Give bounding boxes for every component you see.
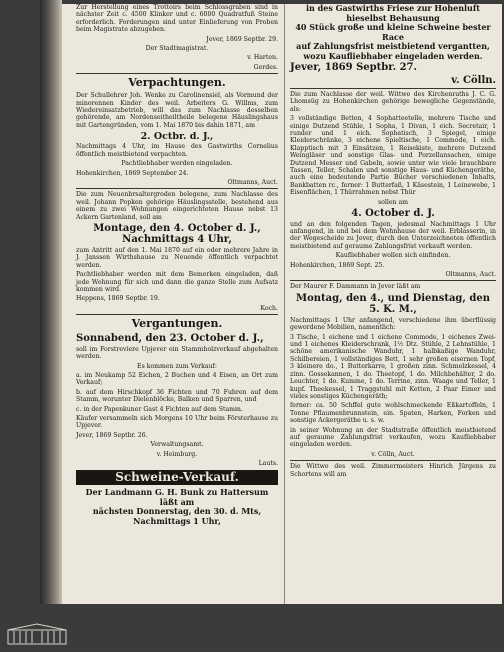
divider-rule [290,280,496,281]
notice-text: zum Antritt auf den 1. Mai 1870 auf ein oder mehrere Jahre in J. Janssen Wirthshause zu Neuende öffentlich verpachtet werden. [76,246,278,269]
column-divider [284,4,285,604]
notice-text-large: 40 Stück große und kleine Schweine bester Race [295,22,491,42]
notice-text: sollen am [377,198,409,206]
notice-date: Hohenkirchen, 1869 September 24. [76,169,189,177]
notice-text: in seiner Wohnung an der Stadtstraße öffentlich meistbietend auf geraume Zahlungsfrist verkaufen, wozu Kaufliebhaber eingeladen werden. [290,426,496,449]
notice-text: soll im Forstreviere Upjever ein Stammholzverkauf abgehalten werden. [76,345,278,361]
notice-text-large: Der Landmann G. H. Bunk zu Hattersum läßt am [85,487,269,507]
section-heading: Verpachtungen. [128,76,226,90]
notice-signature: Koch. [260,304,278,312]
section-heading-banner: Schweine-Verkauf. [76,470,278,485]
notice-text: Nachmittags 4 Uhr, im Hause des Gastwirths Cornelius öffentlich meistbietend verpachten. [76,143,278,158]
divider-rule [290,460,496,461]
divider-rule [76,314,278,315]
notice-signature: Gerdes. [253,63,278,71]
notice-date-heading: 2. Octbr. d. J., [140,131,214,143]
book-spine-shadow [40,0,62,610]
section-heading: Vergantungen. [131,317,223,331]
notice-date-heading: 4. October d. J. [351,208,435,220]
notice-text-large: auf Zahlungsfrist meistbietend vergantten, wozu Kaufliebhaber eingeladen werden. [296,41,490,61]
notice-date-heading: Montag, den 4., und Dienstag, den 5. K. M., [296,292,490,316]
notice-text: und an den folgenden Tagen, jedesmal Nachmittags 1 Uhr anfangend, in und bei dem Wohnhause der weil. Erblasserin, in der Wegescheide zu Jever, durch den Unterzeichneten öffentlich meistbietend auf geraume Zahlungsfrist verkauft werden. [290,220,496,250]
notice-text: Der Schullehrer Joh. Wenke zu Carolinensiel, als Vormund der minorennen Kinder des weil. Arbeiters G. Willms, zum Wiedereinsatzbetrieb, will das zum Nachlasse desselben gehörende, am Nordenseitheiltheile belegene Häuslingshaus mit Gartengründen, vom 1. Mai 1870 bis dahin 1871, am [76,92,278,129]
notice-text: Nachmittags 1 Uhr anfangend, verschiedene ihm überflüssig gewordene Mobilien, namentlich: [290,316,496,332]
notice-text: 3 vollständige Betten, 4 Sophatteetelle, mehrere Tische und einige Dutzend Stühle, 1 Sopha, 1 Divan, 1 eich. Secretair, 1 runder und 1 eich. Sophatisch, 3 Spiegel, einige Kleiderschränke, 3 eichene Spieltische, 1 Commode, 1 eich. Klapptisch mit 3 Einsätzen, 1 Reisekiste, mehrere Dutzend Weingläser und sonstige Glas- und Porzellansachen, einige Dutzend Messer und Gabeln, sowie unter wie viele brauchbare Tassen, Teller, Schalen und sonstige Haus- und Küchengeräthe, auch eine bedeutende Partie Bücher verschiedenen Inhalts, Bankbatten rc., ferner: 1 Butterfaß, 1 Käsestein, 1 Leinewebe, 1 Eisenflächen, 1 Thürrahmen nebst Thür [290,115,496,197]
notice-text: Der Maurer F. Dammann in Jever läßt am [290,283,421,291]
notice-text: Die zum Nachlasse der weil. Wittwe des Kirchenraths J. C. G. Lhomsüg zu Hohenkirchen gehörige bewegliche Gegenstände, als: [290,91,496,113]
notice-date: Jever, 1869 Septbr. 27. [290,62,417,73]
notice-date: Hohenkirchen, 1869 Sept. 25. [290,261,385,269]
notice-text: Zur Herstellung eines Trottoirs beim Schlossgraben sind in nächster Zeit c. 4500 Klinker und c. 6000 Quadratfuß Steine erforderlich. Forderungen sind unter Einlieferung von Proben beim Magistrate abzugeben. [76,4,278,34]
library-logo-icon [6,622,68,646]
notice-text: Die Wittwe des weil. Zimmermeisters Hinrich Jürgens zu Schortens will am [290,463,496,478]
list-item: a. im Neukamp 52 Eichen, 2 Buchen und 4 Eisen, an Ort zum Verkauf; [76,371,278,387]
notice-text: Die zum Neuenbrsaltergroden belegene, zum Nachlasse des weil. Johann Popken gehörige Häuslingsstelle, bestehend aus einem zu zwei Wohnungen eingerichteten Hause nebst 13 Ackern Gartenland, soll am [76,191,278,221]
notice-date-heading: Sonnabend, den 23. October d. J., [76,333,264,345]
divider-rule [290,88,496,89]
divider-rule [76,73,278,74]
notice-signature: Verwaltungsamt. [150,441,204,449]
notice-text-large: nächsten Donnerstag, den 30. d. Mts, Nachmittags 1 Uhr, [92,506,262,526]
notice-text: Es kommen zum Verkauf: [137,362,217,370]
right-column [290,4,496,480]
notice-signature: Lauts. [258,459,278,467]
left-column [76,4,278,526]
notice-signature: Oltmanns, Auct. [445,271,496,279]
notice-date: Jever, 1869 Septbr. 26. [76,431,148,439]
notice-text-large: in des Gastwirths Friese zur Hohenluft hieselbst Behausung [306,4,480,23]
notice-date: Heppens, 1869 Septbr. 19. [76,295,160,303]
notice-text: Käufer versammeln sich Morgens 10 Uhr beim Försterhause zu Upjever. [76,414,278,430]
notice-text: Pachtliebhaber werden eingeladen. [121,160,233,168]
notice-signature: Oltmanns, Auct. [227,178,278,186]
notice-date: Jever, 1869 Septbr. 29. [206,35,278,43]
notice-signature: v. Harten. [247,54,278,62]
divider-rule [76,188,278,189]
notice-text: ferner: ca. 50 Schffel gute wohlschmeckende Eßkartoffeln, 1 Tonne Pflaumenbrunnstein, ein. Spaten, Harken, Forken und sonstige Ackergeräthe u. s. w. [290,402,496,425]
notice-date-heading: Montage, den 4. October d. J., Nachmittags 4 Uhr, [93,222,261,246]
notice-text: Pachtliebhaber werden mit dem Bemerken eingeladen, daß jede Wohnung für sich und dann die ganze Stelle zum Aufsatz kommen wird. [76,271,278,293]
notice-signature: Der Stadtmagistrat. [145,45,209,53]
notice-text: 3 Tische, 1 eichene und 1 eichene Commode, 1 eichenes Zwei- und 1 eichenes Kleiderschrank, 1½ Dtz. Stühle, 2 Lehnstühle, 1 schöne amerikanische Wanduhr, 1 halbkaßige Wanduhr, Schilbereien, 1 vollständiges Bett, 1 sehr großen eisernen Topf, 3 kleinere do., 1 Butterkarre, 1 großen zinn. Schmelzkessel, 4 zinn. Gossekannen, 1 do. Theetopf, 1 do. Milchbehälter, 2 do. Leuchter, 1 do. Kumme, 1 do. Terrine, zinn. Waage und Teller, 1 kupf. Theekessel, 1 Traggstuhl mit Ketten, 2 Paar Eimer und vieles sonstiges Küchengeräth; [290,333,496,400]
list-item: b. auf dem Hirschkopf 36 Fichten und 70 Fuhren auf dem Stamm, worunter Dielenblöcke, Balken und Sparren, und [76,388,278,404]
notice-text: Kaufliebhaber wollen sich einfinden. [335,252,451,260]
newspaper-page [62,4,502,604]
scan-background [0,604,504,652]
notice-signature: v. Heimburg. [156,450,198,458]
list-item: c. in der Papenkuner Gast 4 Fichten auf dem Stamm. [76,405,243,413]
notice-signature: v. Cölln, Auct. [371,450,415,458]
notice-signature: v. Cölln. [451,74,496,86]
